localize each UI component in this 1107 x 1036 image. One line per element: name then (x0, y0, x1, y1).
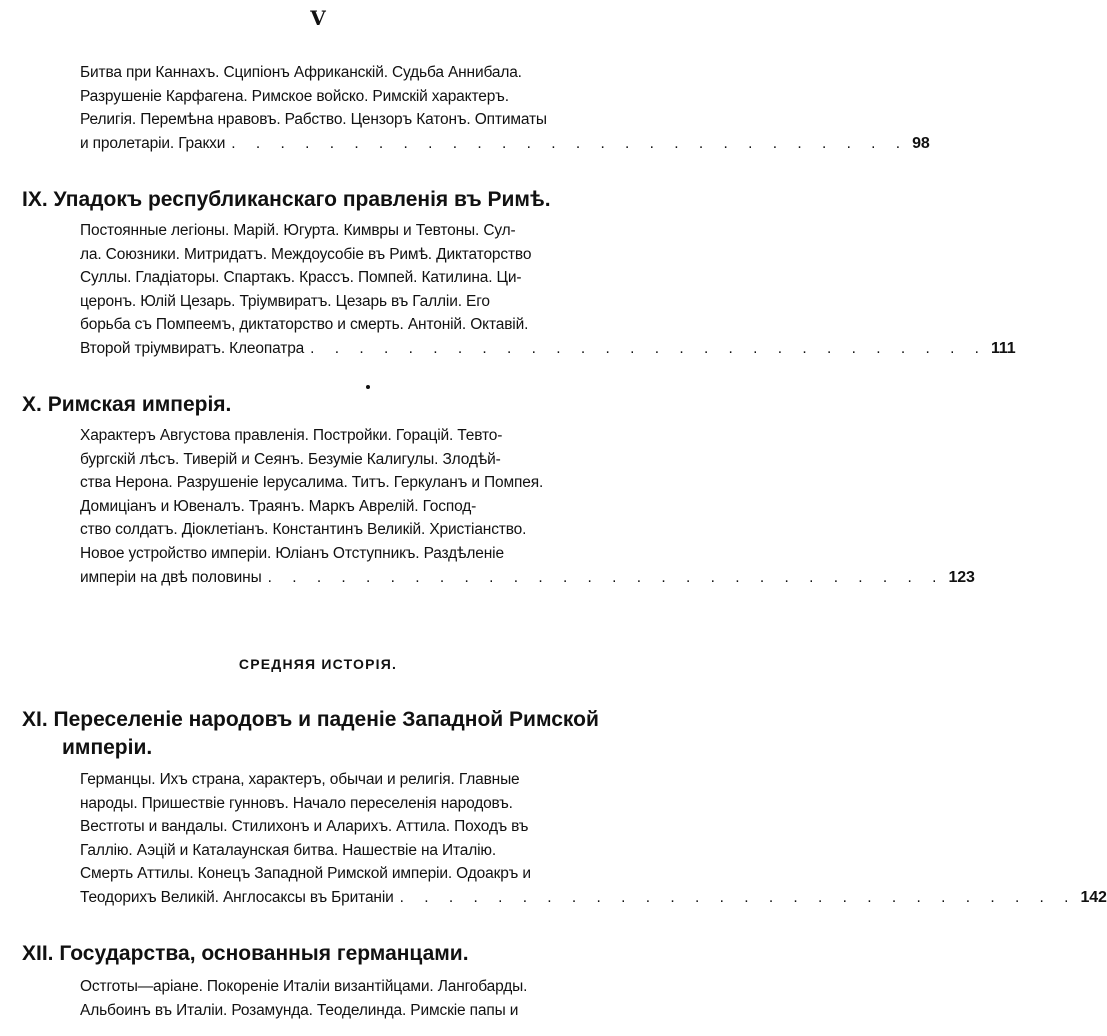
section-title-text: Переселеніе народовъ и паденіе Западной Римской (53, 708, 599, 731)
toc-page-number: 123 (948, 568, 975, 586)
description-line: Новое устройство имперіи. Юліанъ Отступникъ. Раздѣленіе (80, 544, 504, 562)
toc-entry-description (80, 768, 1107, 910)
description-line: ства Нерона. Разрушеніе Іерусалима. Титъ. Геркуланъ и Помпея. (80, 474, 544, 492)
toc-section-title (22, 186, 612, 214)
toc-entry-description (80, 61, 930, 155)
toc-entry-description (80, 975, 614, 1022)
dot-leader: . . . . . . . . . . . . . . . . . . . . . . . . . . . . (310, 339, 987, 357)
dot-leader: . . . . . . . . . . . . . . . . . . . . . . . . . . . . (231, 134, 909, 152)
section-numeral: X. (22, 393, 42, 416)
description-line: Домиціанъ и Ювеналъ. Траянъ. Маркъ Аврелій. Господ- (80, 497, 477, 515)
print-speck (366, 385, 370, 389)
toc-section-title (22, 391, 612, 419)
section-title-text: Упадокъ республиканскаго правленія въ Римѣ. (53, 188, 551, 211)
division-heading: СРЕДНЯЯ ИСТОРІЯ. (238, 656, 398, 672)
toc-entry-description (80, 424, 975, 589)
toc-page-number: 111 (991, 339, 1016, 357)
section-numeral: IX. (22, 188, 48, 211)
description-line-text: Теодорихъ Великій. Англосаксы въ Британіи (80, 888, 394, 906)
toc-page-number: 142 (1080, 888, 1107, 906)
description-line: Альбоинъ въ Италіи. Розамунда. Теоделинда. Римскіе папы и (80, 1001, 519, 1019)
page-number: V (310, 6, 326, 30)
description-line: ла. Союзники. Митридатъ. Междоусобіе въ Римѣ. Диктаторство (80, 245, 532, 263)
description-line: Остготы—аріане. Покореніе Италіи византійцами. Лангобарды. (80, 978, 528, 995)
toc-section-title (22, 940, 612, 968)
description-line: Смерть Аттилы. Конецъ Западной Римской имперіи. Одоакръ и (80, 865, 531, 883)
description-last-line (80, 886, 1107, 910)
section-title-continuation: имперіи. (62, 736, 153, 759)
description-line: Постоянные легіоны. Марій. Югурта. Кимвры и Тевтоны. Сул- (80, 222, 516, 239)
toc-entry-description (80, 219, 1016, 361)
toc-page-number: 98 (912, 134, 930, 152)
description-line: Германцы. Ихъ страна, характеръ, обычаи и религія. Главные (80, 771, 520, 788)
description-line-text: и пролетаріи. Гракхи (80, 134, 226, 152)
description-line: церонъ. Юлій Цезарь. Тріумвиратъ. Цезарь въ Галліи. Его (80, 292, 490, 310)
description-line: Религія. Перемѣна нравовъ. Рабство. Цензоръ Катонъ. Оптиматы (80, 111, 547, 129)
section-numeral: XII. (22, 942, 54, 965)
description-line: ство солдатъ. Діоклетіанъ. Константинъ Великій. Христіанство. (80, 521, 527, 539)
toc-section-title (22, 706, 612, 762)
section-title-text: Государства, основанныя германцами. (59, 942, 469, 965)
description-line: Характеръ Августова правленія. Постройки. Горацій. Тевто- (80, 427, 503, 444)
description-line-text: Второй тріумвиратъ. Клеопатра (80, 339, 305, 357)
dot-leader: . . . . . . . . . . . . . . . . . . . . . . . . . . . . (267, 568, 945, 586)
description-line: Суллы. Гладіаторы. Спартакъ. Крассъ. Помпей. Катилина. Ци- (80, 269, 522, 287)
description-line: борьба съ Помпеемъ, диктаторство и смерть. Антоній. Октавій. (80, 316, 529, 334)
section-numeral: XI. (22, 708, 48, 731)
description-line: бургскій лѣсъ. Тиверій и Сеянъ. Безуміе Калигулы. Злодѣй- (80, 450, 501, 468)
dot-leader: . . . . . . . . . . . . . . . . . . . . . . . . . . . . (399, 888, 1077, 906)
description-last-line (80, 566, 975, 590)
description-line: народы. Пришествіе гунновъ. Начало переселенія народовъ. (80, 794, 513, 812)
description-line-text: имперіи на двѣ половины (80, 568, 262, 586)
description-last-line (80, 132, 930, 156)
description-line: Битва при Каннахъ. Сципіонъ Африканскій. Судьба Аннибала. (80, 64, 522, 81)
description-line: Вестготы и вандалы. Стилихонъ и Аларихъ. Аттила. Походъ въ (80, 818, 529, 836)
section-title-text: Римская имперія. (47, 393, 232, 416)
description-line: Галлію. Аэцій и Каталаунская битва. Нашествіе на Италію. (80, 841, 497, 859)
description-line: Разрушеніе Карфагена. Римское войско. Римскій характеръ. (80, 87, 509, 105)
description-last-line (80, 337, 1016, 361)
